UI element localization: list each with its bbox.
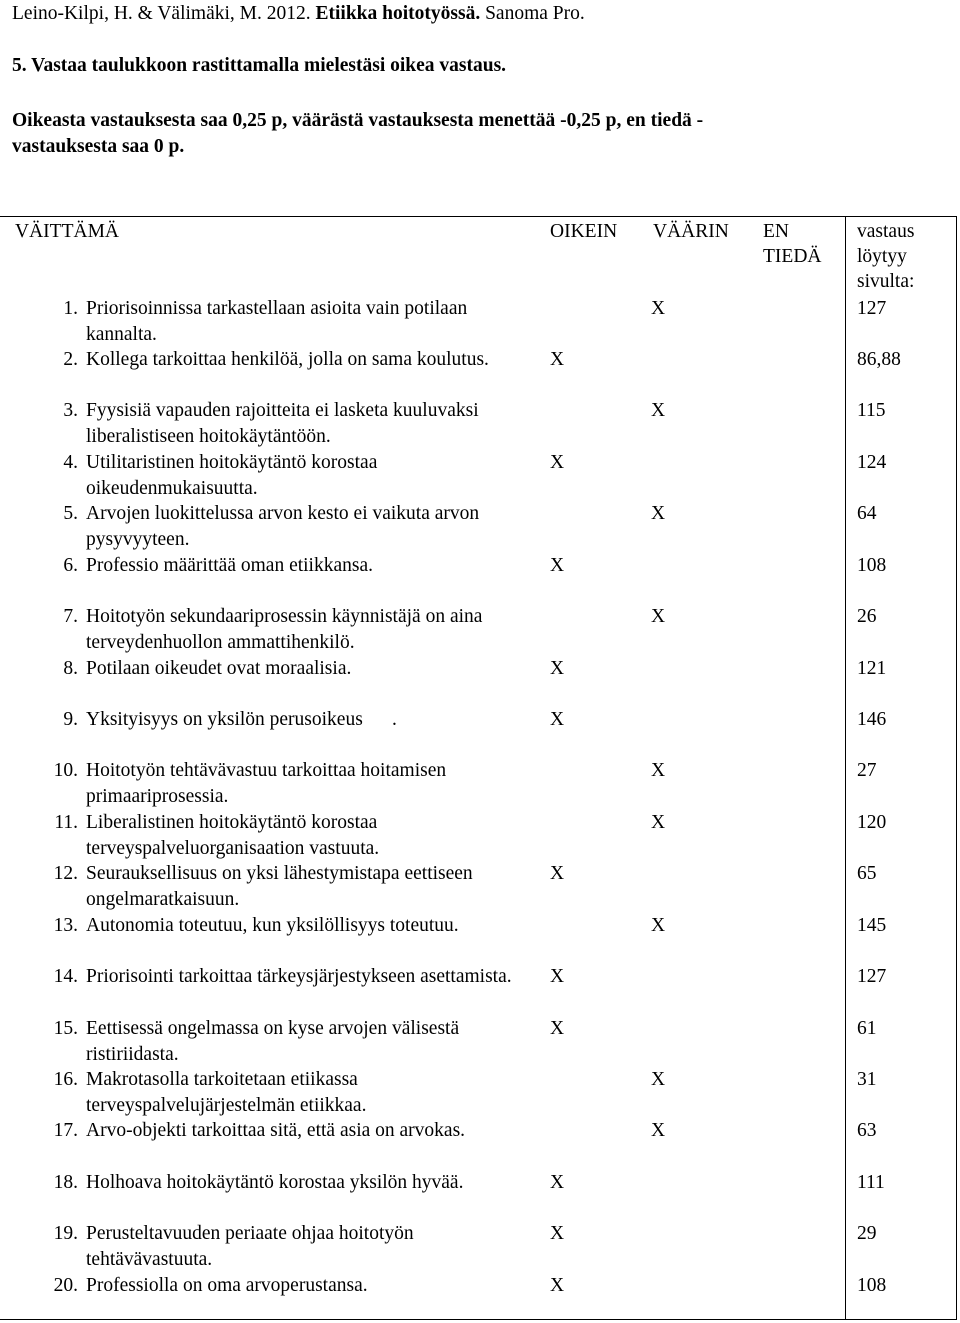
question-heading: 5. Vastaa taulukkoon rastittamalla mielestäsi oikea vastaus. <box>12 55 507 76</box>
table-row <box>0 398 957 447</box>
page-reference: 111 <box>857 1172 885 1193</box>
table-row <box>0 1118 957 1144</box>
column-header-dont-know <box>763 219 821 269</box>
statement-number: 2. <box>63 349 78 370</box>
table-row <box>0 347 957 373</box>
page-reference: 61 <box>857 1018 877 1039</box>
wrong-mark: X <box>651 503 666 524</box>
statement-text: Priorisointi tarkoittaa tärkeysjärjestykseen asettamista. <box>86 966 512 987</box>
correct-mark: X <box>550 658 565 679</box>
wrong-mark: X <box>651 1120 666 1141</box>
table-row <box>0 810 957 859</box>
statement-text: Kollega tarkoittaa henkilöä, jolla on sama koulutus. <box>86 349 489 370</box>
statement-number: 11. <box>54 812 78 833</box>
statement-text: Professio määrittää oman etiikkansa. <box>86 555 373 576</box>
statement-number: 13. <box>53 915 78 936</box>
statement-number: 16. <box>53 1069 78 1090</box>
wrong-mark: X <box>651 915 666 936</box>
table-row <box>0 758 957 807</box>
statement-text: Hoitotyön sekundaariprosessin käynnistäjä on aina terveydenhuollon ammattihenkilö. <box>86 606 488 653</box>
column-header-page-line-2: löytyy <box>857 246 907 267</box>
table-row <box>0 296 957 345</box>
statement-number: 18. <box>53 1172 78 1193</box>
column-header-dont-know-line-2: TIEDÄ <box>763 246 822 267</box>
instruction-line-2: vastauksesta saa 0 p. <box>12 136 185 157</box>
page-reference: 26 <box>857 606 877 627</box>
table-row <box>0 964 957 990</box>
statement-text: Professiolla on oma arvoperustansa. <box>86 1275 368 1296</box>
correct-mark: X <box>550 349 565 370</box>
column-header-wrong: VÄÄRIN <box>653 221 729 242</box>
page-reference: 65 <box>857 863 877 884</box>
page-reference: 127 <box>857 298 887 319</box>
statement-number: 20. <box>53 1275 78 1296</box>
column-header-correct: OIKEIN <box>550 221 618 242</box>
statement-number: 15. <box>53 1018 78 1039</box>
table-row <box>0 1221 957 1270</box>
statement-number: 4. <box>63 452 78 473</box>
page-reference: 108 <box>857 1275 887 1296</box>
column-header-dont-know-line-1: EN <box>763 221 789 242</box>
statement-number: 8. <box>63 658 78 679</box>
statement-text: Potilaan oikeudet ovat moraalisia. <box>86 658 352 679</box>
table-row <box>0 604 957 653</box>
answer-table <box>0 216 957 1320</box>
statement-text: Arvojen luokittelussa arvon kesto ei vaikuta arvon pysyvyyteen. <box>86 503 485 550</box>
reference-line <box>12 1 585 27</box>
statement-number: 12. <box>53 863 78 884</box>
statement-text: Seurauksellisuus on yksi lähestymistapa eettiseen ongelmaratkaisuun. <box>86 863 478 910</box>
column-header-page <box>857 219 914 294</box>
page-reference: 121 <box>857 658 887 679</box>
page-reference: 145 <box>857 915 887 936</box>
reference-publisher: Sanoma Pro. <box>485 3 585 24</box>
correct-mark: X <box>550 1275 565 1296</box>
correct-mark: X <box>550 1223 565 1244</box>
wrong-mark: X <box>651 298 666 319</box>
correct-mark: X <box>550 966 565 987</box>
statement-text: Perusteltavuuden periaate ohjaa hoitotyön tehtävävastuuta. <box>86 1223 419 1270</box>
correct-mark: X <box>550 709 565 730</box>
statement-text: Autonomia toteutuu, kun yksilöllisyys toteutuu. <box>86 915 459 936</box>
page-reference: 124 <box>857 452 887 473</box>
column-header-page-line-3: sivulta: <box>857 271 915 292</box>
table-row <box>0 656 957 682</box>
table-row <box>0 1067 957 1116</box>
correct-mark: X <box>550 1172 565 1193</box>
page-reference: 127 <box>857 966 887 987</box>
statement-text: Liberalistinen hoitokäytäntö korostaa terveyspalveluorganisaation vastuuta. <box>86 812 383 859</box>
wrong-mark: X <box>651 1069 666 1090</box>
correct-mark: X <box>550 1018 565 1039</box>
statement-text: Priorisoinnissa tarkastellaan asioita vain potilaan kannalta. <box>86 298 473 345</box>
reference-authors: Leino-Kilpi, H. & Välimäki, M. 2012. <box>12 3 311 24</box>
statement-number: 19. <box>53 1223 78 1244</box>
page-reference: 146 <box>857 709 887 730</box>
table-row <box>0 861 957 910</box>
wrong-mark: X <box>651 760 666 781</box>
wrong-mark: X <box>651 812 666 833</box>
column-header-statement: VÄITTÄMÄ <box>15 221 119 242</box>
page-reference: 29 <box>857 1223 877 1244</box>
statement-text: Holhoava hoitokäytäntö korostaa yksilön hyvää. <box>86 1172 464 1193</box>
reference-title: Etiikka hoitotyössä. <box>315 3 481 24</box>
statement-number: 10. <box>53 760 78 781</box>
statement-text: Hoitotyön tehtävävastuu tarkoittaa hoitamisen primaariprosessia. <box>86 760 451 807</box>
page-reference: 27 <box>857 760 877 781</box>
table-row <box>0 1170 957 1196</box>
statement-text: Utilitaristinen hoitokäytäntö korostaa oikeudenmukaisuutta. <box>86 452 383 499</box>
instruction-line-1: Oikeasta vastauksesta saa 0,25 p, väärästä vastauksesta menettää -0,25 p, en tiedä - <box>12 110 704 131</box>
table-row <box>0 450 957 499</box>
correct-mark: X <box>550 555 565 576</box>
wrong-mark: X <box>651 606 666 627</box>
statement-text: Arvo-objekti tarkoittaa sitä, että asia on arvokas. <box>86 1120 466 1141</box>
statement-text: Makrotasolla tarkoitetaan etiikassa terveyspalvelujärjestelmän etiikkaa. <box>86 1069 367 1116</box>
table-row <box>0 553 957 579</box>
statement-number: 1. <box>63 298 78 319</box>
statement-number: 7. <box>63 606 78 627</box>
page-reference: 64 <box>857 503 877 524</box>
statement-number: 6. <box>63 555 78 576</box>
page-reference: 108 <box>857 555 887 576</box>
table-row <box>0 1273 957 1299</box>
correct-mark: X <box>550 863 565 884</box>
column-header-page-line-1: vastaus <box>857 221 915 242</box>
page-reference: 120 <box>857 812 887 833</box>
statement-number: 3. <box>63 400 78 421</box>
table-row <box>0 501 957 550</box>
table-row <box>0 707 957 733</box>
page-reference: 115 <box>857 400 886 421</box>
statement-text: Yksityisyys on yksilön perusoikeus . <box>86 709 397 730</box>
correct-mark: X <box>550 452 565 473</box>
page-reference: 31 <box>857 1069 877 1090</box>
page-reference: 86,88 <box>857 349 901 370</box>
statement-number: 9. <box>63 709 78 730</box>
statement-number: 17. <box>53 1120 78 1141</box>
statement-text: Fyysisiä vapauden rajoitteita ei lasketa kuuluvaksi liberalistiseen hoitokäytäntöön. <box>86 400 484 447</box>
wrong-mark: X <box>651 400 666 421</box>
statement-text: Eettisessä ongelmassa on kyse arvojen välisestä ristiriidasta. <box>86 1018 464 1065</box>
statement-number: 5. <box>63 503 78 524</box>
page-reference: 63 <box>857 1120 877 1141</box>
table-row <box>0 1016 957 1065</box>
table-row <box>0 913 957 939</box>
statement-number: 14. <box>53 966 78 987</box>
